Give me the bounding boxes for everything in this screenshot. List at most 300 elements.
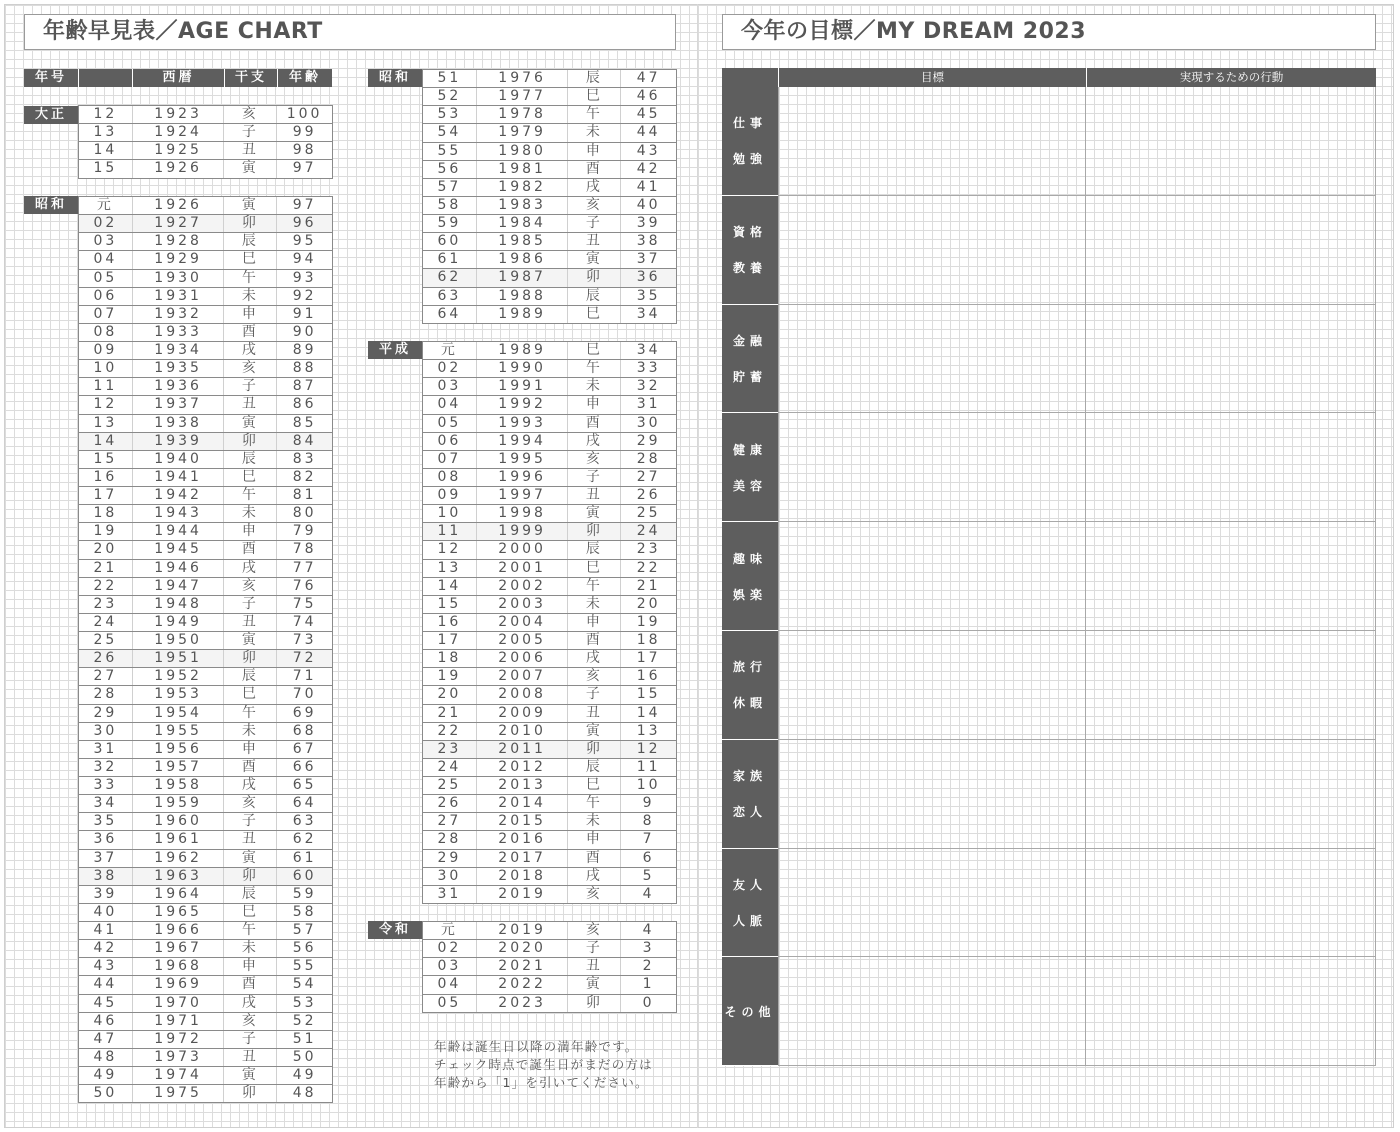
dream-goal-cell[interactable] <box>778 849 1086 958</box>
year-row <box>423 360 676 378</box>
seireki-cell: 1936 <box>133 378 225 395</box>
dream-category-word: 教養 <box>732 261 767 276</box>
age-cell: 85 <box>292 414 317 431</box>
year-row <box>423 505 676 523</box>
era-year-cell: 19 <box>79 523 133 540</box>
eto-cell: 子 <box>568 215 621 232</box>
age-cell: 50 <box>292 1048 317 1065</box>
eto-cell: 辰 <box>224 668 277 685</box>
seireki-cell: 2023 <box>477 995 569 1012</box>
year-row <box>423 650 676 668</box>
note-line: チェック時点で誕生日がまだの方は <box>434 1057 653 1072</box>
year-row <box>423 451 676 469</box>
year-row <box>79 686 332 704</box>
eto-cell: 子 <box>224 124 277 141</box>
eto-cell: 子 <box>224 1031 277 1048</box>
seireki-cell: 1953 <box>133 686 225 703</box>
age-cell: 65 <box>292 777 317 793</box>
eto-cell: 巳 <box>568 342 621 359</box>
era-year-cell: 36 <box>79 831 133 848</box>
era-year-cell: 24 <box>79 614 133 631</box>
dream-action-cell[interactable] <box>1086 413 1376 522</box>
age-cell: 51 <box>292 1030 317 1047</box>
year-row <box>423 469 676 487</box>
age-cell: 80 <box>292 505 317 522</box>
seireki-cell: 1929 <box>133 251 225 268</box>
eto-cell: 巳 <box>568 777 621 794</box>
year-row <box>423 958 676 976</box>
age-cell: 69 <box>292 704 317 721</box>
seireki-cell: 1944 <box>133 523 225 540</box>
eto-cell: 亥 <box>224 106 277 123</box>
era-year-cell: 48 <box>79 1049 133 1066</box>
dream-action-cell[interactable] <box>1086 631 1376 740</box>
eto-cell: 亥 <box>224 360 277 377</box>
eto-cell: 丑 <box>568 705 621 722</box>
eto-cell: 未 <box>568 596 621 613</box>
eto-cell: 酉 <box>224 324 277 341</box>
year-row <box>79 396 332 414</box>
seireki-cell: 1931 <box>133 288 225 305</box>
dream-category-word: 資格 <box>732 225 767 240</box>
age-cell: 31 <box>636 396 661 413</box>
year-row <box>79 723 332 741</box>
eto-cell: 未 <box>568 813 621 830</box>
year-row <box>79 958 332 976</box>
year-row <box>423 288 676 306</box>
seireki-cell: 1960 <box>133 813 225 830</box>
year-row <box>423 813 676 831</box>
era-year-cell: 29 <box>423 850 477 867</box>
seireki-cell: 1989 <box>477 306 569 323</box>
era-year-cell: 03 <box>79 233 133 250</box>
dream-action-cell[interactable] <box>1086 740 1376 849</box>
dream-goal-cell[interactable] <box>778 522 1086 631</box>
year-row <box>423 940 676 958</box>
year-row <box>423 378 676 396</box>
dream-category-word: 金融 <box>732 333 767 348</box>
seireki-cell: 1948 <box>133 596 225 613</box>
year-row <box>79 831 332 849</box>
era-year-cell: 34 <box>79 795 133 812</box>
age-cell: 97 <box>292 160 317 177</box>
eto-cell: 寅 <box>224 197 277 214</box>
dream-action-cell[interactable] <box>1086 305 1376 414</box>
dream-category-label <box>722 957 778 1066</box>
seireki-cell: 2010 <box>477 723 569 740</box>
seireki-cell: 1982 <box>477 179 569 196</box>
age-cell: 37 <box>636 251 661 268</box>
era-year-cell: 26 <box>79 650 133 667</box>
dream-goal-cell[interactable] <box>778 740 1086 849</box>
eto-cell: 午 <box>568 360 621 377</box>
age-cell: 83 <box>292 450 317 467</box>
age-cell: 11 <box>636 758 661 775</box>
age-cell: 27 <box>636 468 661 485</box>
eto-cell: 申 <box>568 143 621 160</box>
eto-cell: 卯 <box>568 995 621 1012</box>
dream-goal-cell[interactable] <box>778 957 1086 1066</box>
era-year-cell: 13 <box>79 415 133 432</box>
age-cell: 30 <box>636 414 661 431</box>
year-row <box>423 922 676 940</box>
era-year-cell: 03 <box>423 958 477 975</box>
age-cell: 6 <box>642 849 655 866</box>
eto-cell: 丑 <box>568 487 621 504</box>
dream-category-label <box>722 849 778 958</box>
era-year-cell: 21 <box>423 705 477 722</box>
year-row <box>79 233 332 251</box>
age-cell: 41 <box>636 178 661 195</box>
year-row <box>79 342 332 360</box>
year-row <box>79 124 332 142</box>
era-year-cell: 30 <box>423 868 477 885</box>
dream-category-word: 友人 <box>732 877 767 892</box>
era-year-cell: 06 <box>79 288 133 305</box>
era-year-cell: 46 <box>79 1013 133 1030</box>
era-year-cell: 62 <box>423 269 477 286</box>
eto-cell: 亥 <box>568 886 621 903</box>
age-cell: 66 <box>292 758 317 775</box>
era-year-cell: 10 <box>423 505 477 522</box>
era-year-cell: 25 <box>79 632 133 649</box>
eto-cell: 申 <box>224 523 277 540</box>
year-row <box>79 541 332 559</box>
era-year-cell: 42 <box>79 940 133 957</box>
dream-category-row <box>722 957 1376 1066</box>
age-cell: 64 <box>292 795 317 812</box>
age-cell: 22 <box>636 559 661 576</box>
dream-category-word: 旅行 <box>732 660 767 675</box>
header-era: 年号 <box>24 69 78 87</box>
eto-cell: 申 <box>568 396 621 413</box>
age-cell: 26 <box>636 487 661 503</box>
age-cell: 52 <box>292 1012 317 1029</box>
seireki-cell: 1940 <box>133 451 225 468</box>
eto-cell: 卯 <box>224 1085 277 1102</box>
eto-cell: 酉 <box>568 161 621 178</box>
year-row <box>79 795 332 813</box>
eto-cell: 子 <box>568 686 621 703</box>
dream-category-word: 娯楽 <box>732 587 767 602</box>
era-year-cell: 16 <box>423 614 477 631</box>
year-row <box>79 523 332 541</box>
era-year-cell: 02 <box>423 940 477 957</box>
seireki-cell: 1942 <box>133 487 225 504</box>
age-cell: 86 <box>292 396 317 413</box>
year-row <box>423 831 676 849</box>
era-year-cell: 20 <box>79 541 133 558</box>
era-year-cell: 20 <box>423 686 477 703</box>
age-cell: 78 <box>292 541 317 558</box>
dream-action-cell[interactable] <box>1086 849 1376 958</box>
year-row <box>423 415 676 433</box>
year-row <box>79 650 332 668</box>
age-cell: 5 <box>642 867 655 884</box>
seireki-cell: 1997 <box>477 487 569 504</box>
age-cell: 90 <box>292 323 317 340</box>
eto-cell: 寅 <box>224 1067 277 1084</box>
era-year-cell: 元 <box>423 922 477 939</box>
dream-action-cell[interactable] <box>1086 87 1376 196</box>
eto-cell: 辰 <box>568 70 621 87</box>
year-row <box>79 886 332 904</box>
seireki-cell: 1980 <box>477 143 569 160</box>
seireki-cell: 2009 <box>477 705 569 722</box>
eto-cell: 酉 <box>224 759 277 776</box>
eto-cell: 寅 <box>224 850 277 867</box>
age-cell: 73 <box>292 632 317 648</box>
year-row <box>79 197 332 215</box>
age-cell: 15 <box>636 686 661 703</box>
seireki-cell: 1949 <box>133 614 225 631</box>
age-cell: 36 <box>636 269 661 286</box>
eto-cell: 巳 <box>224 251 277 268</box>
year-row <box>79 1031 332 1049</box>
dream-header-action: 実現するための行動 <box>1086 68 1376 87</box>
seireki-cell: 1925 <box>133 142 225 159</box>
seireki-cell: 1961 <box>133 831 225 848</box>
year-row <box>79 850 332 868</box>
era-year-cell: 04 <box>423 976 477 993</box>
seireki-cell: 1934 <box>133 342 225 359</box>
year-row <box>79 596 332 614</box>
year-row <box>423 596 676 614</box>
age-cell: 58 <box>292 903 317 920</box>
age-cell: 62 <box>292 831 317 848</box>
age-cell: 70 <box>292 686 317 703</box>
year-row <box>423 541 676 559</box>
year-row <box>423 233 676 251</box>
eto-cell: 申 <box>224 741 277 758</box>
eto-cell: 寅 <box>568 723 621 740</box>
era-year-cell: 13 <box>423 560 477 577</box>
era-year-cell: 09 <box>79 342 133 359</box>
year-row <box>423 976 676 994</box>
era-year-cell: 02 <box>423 360 477 377</box>
era-year-cell: 05 <box>423 995 477 1012</box>
year-row <box>423 88 676 106</box>
era-year-cell: 54 <box>423 124 477 141</box>
dream-goal-cell[interactable] <box>778 305 1086 414</box>
age-cell: 49 <box>292 1067 317 1083</box>
eto-cell: 寅 <box>568 505 621 522</box>
my-dream-title: 今年の目標／MY DREAM 2023 <box>722 14 1376 50</box>
dream-goal-cell[interactable] <box>778 87 1086 196</box>
era-year-cell: 09 <box>423 487 477 504</box>
dream-category-word: 家族 <box>732 769 767 784</box>
era-year-cell: 35 <box>79 813 133 830</box>
eto-cell: 未 <box>224 288 277 305</box>
seireki-cell: 1930 <box>133 270 225 287</box>
era-year-cell: 21 <box>79 560 133 577</box>
eto-cell: 午 <box>224 705 277 722</box>
eto-cell: 寅 <box>568 251 621 268</box>
dream-goal-cell[interactable] <box>778 196 1086 305</box>
age-cell: 96 <box>292 215 317 232</box>
dream-category-word: その他 <box>724 1004 776 1019</box>
era-year-cell: 14 <box>79 433 133 450</box>
age-cell: 13 <box>636 722 661 739</box>
age-cell: 59 <box>292 885 317 902</box>
eto-cell: 戌 <box>568 179 621 196</box>
seireki-cell: 1923 <box>133 106 225 123</box>
age-cell: 53 <box>292 994 317 1011</box>
era-year-cell: 59 <box>423 215 477 232</box>
era-year-cell: 02 <box>79 215 133 232</box>
eto-cell: 卯 <box>568 741 621 758</box>
seireki-cell: 1986 <box>477 251 569 268</box>
year-row <box>423 124 676 142</box>
year-row <box>423 396 676 414</box>
seireki-cell: 1996 <box>477 469 569 486</box>
year-row <box>79 777 332 795</box>
era-year-cell: 05 <box>423 415 477 432</box>
seireki-cell: 1941 <box>133 469 225 486</box>
age-cell: 35 <box>636 287 661 304</box>
seireki-cell: 1983 <box>477 197 569 214</box>
era-year-cell: 31 <box>79 741 133 758</box>
eto-cell: 子 <box>568 940 621 957</box>
note-line: 年齢は誕生日以降の満年齢です。 <box>434 1039 639 1054</box>
eto-cell: 午 <box>224 270 277 287</box>
year-row <box>79 415 332 433</box>
eto-cell: 未 <box>224 723 277 740</box>
seireki-cell: 1939 <box>133 433 225 450</box>
dream-category-word: 仕事 <box>732 116 767 131</box>
seireki-cell: 1926 <box>133 160 225 177</box>
age-cell: 34 <box>636 305 661 322</box>
seireki-cell: 2001 <box>477 560 569 577</box>
eto-cell: 申 <box>568 614 621 631</box>
seireki-cell: 1976 <box>477 70 569 87</box>
age-cell: 84 <box>292 432 317 449</box>
era-year-cell: 14 <box>79 142 133 159</box>
dream-category-label <box>722 413 778 522</box>
year-row <box>79 560 332 578</box>
age-cell: 18 <box>636 632 661 648</box>
eto-cell: 卯 <box>224 650 277 667</box>
eto-cell: 亥 <box>224 795 277 812</box>
seireki-cell: 1988 <box>477 288 569 305</box>
eto-cell: 酉 <box>568 632 621 649</box>
age-cell: 79 <box>292 523 317 540</box>
dream-goal-cell[interactable] <box>778 631 1086 740</box>
year-row <box>79 106 332 124</box>
seireki-cell: 1998 <box>477 505 569 522</box>
eto-cell: 卯 <box>568 269 621 286</box>
era-table-showa-cont <box>422 69 677 324</box>
dream-category-word: 趣味 <box>732 551 767 566</box>
dream-category-word: 美容 <box>732 478 767 493</box>
era-year-cell: 52 <box>423 88 477 105</box>
seireki-cell: 1969 <box>133 976 225 993</box>
seireki-cell: 1958 <box>133 777 225 794</box>
era-year-cell: 55 <box>423 143 477 160</box>
era-year-cell: 33 <box>79 777 133 794</box>
seireki-cell: 1973 <box>133 1049 225 1066</box>
seireki-cell: 1995 <box>477 451 569 468</box>
seireki-cell: 2020 <box>477 940 569 957</box>
eto-cell: 辰 <box>224 451 277 468</box>
year-row <box>423 106 676 124</box>
age-cell: 46 <box>636 88 661 105</box>
seireki-cell: 2008 <box>477 686 569 703</box>
dream-category-word: 人脈 <box>732 913 767 928</box>
year-row <box>79 1049 332 1067</box>
age-cell: 4 <box>642 885 655 902</box>
eto-cell: 申 <box>568 831 621 848</box>
age-cell: 8 <box>642 813 655 830</box>
year-row <box>79 1067 332 1085</box>
seireki-cell: 2017 <box>477 850 569 867</box>
seireki-cell: 1993 <box>477 415 569 432</box>
header-spacer <box>78 69 132 87</box>
dream-action-cell[interactable] <box>1086 196 1376 305</box>
age-cell: 98 <box>292 142 317 159</box>
dream-category-word: 勉強 <box>732 152 767 167</box>
era-year-cell: 03 <box>423 378 477 395</box>
year-row <box>423 632 676 650</box>
era-year-cell: 58 <box>423 197 477 214</box>
year-row <box>79 632 332 650</box>
age-cell: 74 <box>292 613 317 630</box>
year-row <box>423 850 676 868</box>
age-cell: 14 <box>636 704 661 721</box>
eto-cell: 辰 <box>224 233 277 250</box>
year-row <box>79 1085 332 1103</box>
seireki-cell: 1945 <box>133 541 225 558</box>
year-row <box>79 215 332 233</box>
era-year-cell: 04 <box>423 396 477 413</box>
year-row <box>79 142 332 160</box>
year-row <box>423 487 676 505</box>
era-year-cell: 17 <box>423 632 477 649</box>
year-row <box>423 523 676 541</box>
age-cell: 67 <box>292 740 317 757</box>
dream-action-cell[interactable] <box>1086 522 1376 631</box>
year-row <box>79 995 332 1013</box>
year-row <box>79 360 332 378</box>
dream-action-cell[interactable] <box>1086 957 1376 1066</box>
era-year-cell: 19 <box>423 668 477 685</box>
age-cell: 40 <box>636 196 661 213</box>
age-cell: 72 <box>292 650 317 667</box>
seireki-cell: 1978 <box>477 106 569 123</box>
age-cell: 47 <box>636 70 661 86</box>
dream-goal-cell[interactable] <box>778 413 1086 522</box>
seireki-cell: 2003 <box>477 596 569 613</box>
era-year-cell: 23 <box>423 741 477 758</box>
seireki-cell: 1994 <box>477 433 569 450</box>
seireki-cell: 1933 <box>133 324 225 341</box>
year-row <box>79 614 332 632</box>
age-cell: 76 <box>292 577 317 594</box>
eto-cell: 丑 <box>224 1049 277 1066</box>
year-row <box>79 904 332 922</box>
era-year-cell: 28 <box>423 831 477 848</box>
eto-cell: 午 <box>568 795 621 812</box>
era-year-cell: 23 <box>79 596 133 613</box>
seireki-cell: 1975 <box>133 1085 225 1102</box>
dream-header-category <box>722 68 778 87</box>
eto-cell: 戌 <box>224 995 277 1012</box>
eto-cell: 辰 <box>568 288 621 305</box>
era-label-reiwa: 令和 <box>368 921 422 939</box>
year-row <box>79 813 332 831</box>
eto-cell: 寅 <box>224 415 277 432</box>
year-row <box>79 976 332 994</box>
